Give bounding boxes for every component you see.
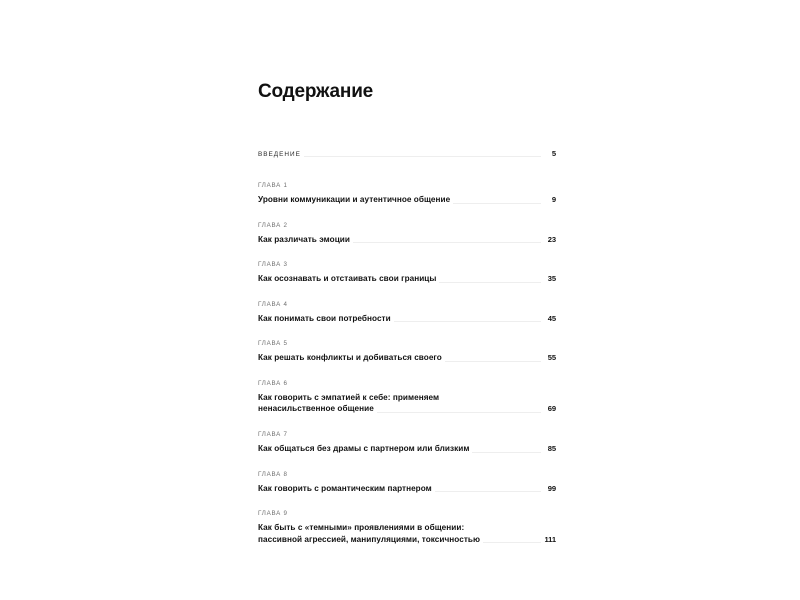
toc-leader-dots xyxy=(439,282,541,283)
toc-entry-title: ВВЕДЕНИЕ xyxy=(258,150,301,158)
toc-entry-row xyxy=(258,352,556,364)
toc-entry-label: ГЛАВА 3 xyxy=(258,261,288,269)
toc-entry-row xyxy=(258,194,556,206)
toc-leader-dots xyxy=(377,412,541,413)
toc-entry-title: Как говорить с романтическим партнером xyxy=(258,483,432,493)
toc-entry-title: Как общаться без драмы с партнером или близким xyxy=(258,444,470,454)
toc-entry-label: ГЛАВА 2 xyxy=(258,221,288,229)
toc-entry-page-number: 99 xyxy=(547,483,556,493)
toc-entry[interactable] xyxy=(258,301,556,325)
toc-entry-title: ненасильственное общение xyxy=(258,404,374,414)
toc-entry-row xyxy=(258,313,556,325)
toc-entry[interactable] xyxy=(258,471,556,495)
toc-entry-page-number: 69 xyxy=(547,404,556,414)
toc-entry-page-number: 9 xyxy=(551,194,556,204)
page-title: Содержание xyxy=(258,81,374,102)
toc-entry-label: ГЛАВА 5 xyxy=(258,340,288,348)
toc-leader-dots xyxy=(353,242,541,243)
toc-leader-dots xyxy=(304,156,541,157)
toc-entry-title: Как различать эмоции xyxy=(258,234,350,244)
toc-entry-row xyxy=(258,403,556,415)
toc-leader-dots xyxy=(445,361,541,362)
toc-leader-dots xyxy=(483,542,541,543)
toc-content-column xyxy=(258,82,556,561)
toc-entry-label: ГЛАВА 7 xyxy=(258,431,288,439)
toc-entry-row xyxy=(258,273,556,285)
toc-entry[interactable] xyxy=(258,182,556,206)
toc-entry-row xyxy=(258,534,556,546)
toc-entry-label: ГЛАВА 9 xyxy=(258,510,288,518)
toc-entry[interactable] xyxy=(258,222,556,246)
toc-entry-page-number: 23 xyxy=(547,234,556,244)
toc-entry-label: ГЛАВА 1 xyxy=(258,181,288,189)
toc-entry-title-line-1: Как говорить с эмпатией к себе: применяем xyxy=(258,392,440,402)
toc-entry[interactable] xyxy=(258,380,556,415)
toc-leader-dots xyxy=(453,203,541,204)
toc-entry-page-number: 85 xyxy=(547,444,556,454)
toc-entry-row xyxy=(258,483,556,495)
toc-entry-page-number: 111 xyxy=(544,534,556,544)
toc-entry-row xyxy=(258,234,556,246)
toc-entry-title-line-1: Как быть с «темными» проявлениями в общении: xyxy=(258,523,465,533)
toc-entry[interactable] xyxy=(258,431,556,455)
toc-entry-title: Как понимать свои потребности xyxy=(258,313,391,323)
toc-entry-row xyxy=(258,149,556,159)
toc-entry-title: Как осознавать и отстаивать свои границы xyxy=(258,274,437,284)
toc-entry-page-number: 55 xyxy=(547,353,556,363)
toc-entry-title: Как решать конфликты и добиваться своего xyxy=(258,353,442,363)
toc-leader-dots xyxy=(394,321,541,322)
toc-entry-title: пассивной агрессией, манипуляциями, токсичностью xyxy=(258,534,481,544)
toc-entry-page-number: 45 xyxy=(547,313,556,323)
toc-entry[interactable] xyxy=(258,261,556,285)
toc-leader-dots xyxy=(472,452,541,453)
toc-entry-row xyxy=(258,443,556,455)
toc-entry-label: ГЛАВА 4 xyxy=(258,300,288,308)
toc-entry[interactable] xyxy=(258,510,556,545)
toc-entry-page-number: 5 xyxy=(551,148,556,158)
toc-entry-page-number: 35 xyxy=(547,274,556,284)
toc-entry-label: ГЛАВА 6 xyxy=(258,379,288,387)
toc-entry[interactable] xyxy=(258,340,556,364)
toc-entry-label: ГЛАВА 8 xyxy=(258,470,288,478)
toc-entry-list xyxy=(258,149,556,546)
toc-entry-introduction[interactable] xyxy=(258,149,556,159)
toc-entry-title: Уровни коммуникации и аутентичное общение xyxy=(258,194,451,204)
toc-leader-dots xyxy=(435,491,541,492)
